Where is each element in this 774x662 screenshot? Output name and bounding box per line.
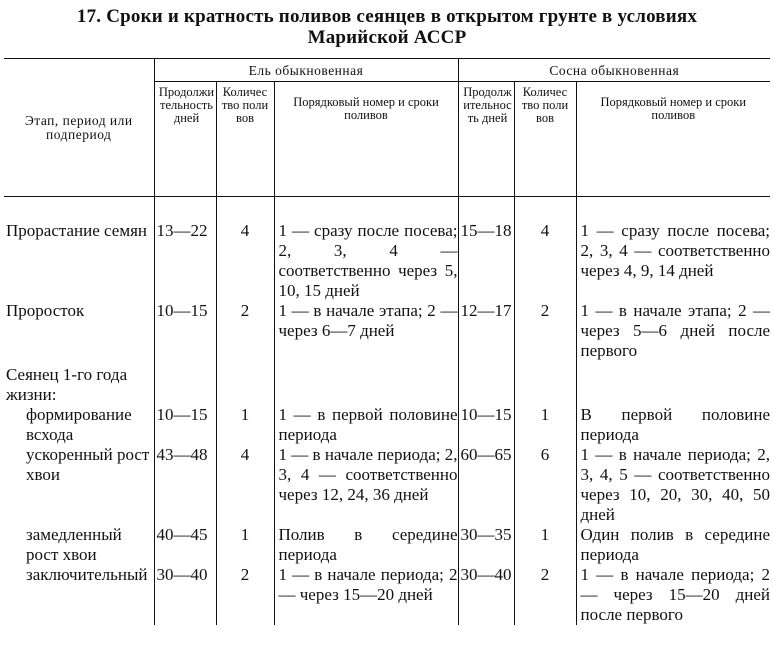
header-pine-duration: Продолжительность дней <box>458 82 514 197</box>
stage-cell: ускоренный рост хвои <box>26 445 150 484</box>
pine-count: 1 <box>514 525 576 565</box>
spruce-schedule: 1 — в первой половине периода <box>274 405 458 445</box>
table-row <box>4 405 770 445</box>
table-title: 17. Сроки и кратность поливов сеянцев в открытом грунте в условиях Марийской АССР <box>76 6 698 48</box>
pine-schedule: Один полив в середине периода <box>576 525 770 565</box>
table-row <box>4 525 770 565</box>
header-spruce: Ель обыкновенная <box>154 59 458 82</box>
stage-cell: замедленный рост хвои <box>26 525 122 564</box>
pine-schedule: 1 — сразу после посева; 2, 3, 4 — соответственно через 4, 9, 14 дней <box>576 221 770 301</box>
table-row <box>4 361 770 405</box>
spruce-count: 1 <box>216 405 274 445</box>
pine-schedule: 1 — в начале периода; 2, 3, 4, 5 — соответственно через 10, 20, 30, 40, 50 дней <box>576 445 770 525</box>
pine-count: 4 <box>514 221 576 301</box>
pine-count: 2 <box>514 565 576 625</box>
spruce-schedule: 1 — в начале этапа; 2 — через 6—7 дней <box>274 301 458 361</box>
spruce-count: 1 <box>216 525 274 565</box>
header-pine-count: Количество поливов <box>514 82 576 197</box>
pine-count: 2 <box>514 301 576 361</box>
spruce-duration: 30—40 <box>154 565 216 625</box>
pine-duration: 15—18 <box>458 221 514 301</box>
pine-duration: 30—35 <box>458 525 514 565</box>
spruce-schedule: Полив в середине периода <box>274 525 458 565</box>
spruce-duration: 10—15 <box>154 301 216 361</box>
pine-duration: 12—17 <box>458 301 514 361</box>
header-spruce-duration: Продолжительность дней <box>154 82 216 197</box>
pine-schedule: В первой половине периода <box>576 405 770 445</box>
table-row <box>4 565 770 625</box>
pine-duration: 60—65 <box>458 445 514 525</box>
header-stage: Этап, период или подпериод <box>4 59 154 197</box>
table-row <box>4 445 770 525</box>
stage-cell: заключительный <box>26 565 148 584</box>
spruce-count: 4 <box>216 445 274 525</box>
pine-count: 1 <box>514 405 576 445</box>
irrigation-table <box>4 58 770 625</box>
header-spruce-schedule: Порядковый номер и сроки поливов <box>274 82 458 197</box>
table-row <box>4 221 770 301</box>
stage-cell: Прорастание семян <box>6 221 148 240</box>
spruce-schedule: 1 — в начале периода; 2 — через 15—20 дней <box>274 565 458 625</box>
spruce-duration: 10—15 <box>154 405 216 445</box>
spruce-count: 4 <box>216 221 274 301</box>
header-pine: Сосна обыкновенная <box>458 59 770 82</box>
spruce-duration: 13—22 <box>154 221 216 301</box>
table-row <box>4 301 770 361</box>
spruce-duration: 43—48 <box>154 445 216 525</box>
stage-cell: Проросток <box>6 301 85 320</box>
pine-duration: 30—40 <box>458 565 514 625</box>
pine-schedule: 1 — в начале периода; 2 — через 15—20 дней после первого <box>576 565 770 625</box>
header-spruce-count: Количество поливов <box>216 82 274 197</box>
spruce-count: 2 <box>216 301 274 361</box>
spruce-count: 2 <box>216 565 274 625</box>
header-pine-schedule: Порядковый номер и сроки поливов <box>576 82 770 197</box>
pine-schedule: 1 — в начале этапа; 2 — через 5—6 дней после первого <box>576 301 770 361</box>
stage-group-cell: Сеянец 1-го года жизни: <box>6 365 128 404</box>
spruce-schedule: 1 — сразу после посева; 2, 3, 4 — соответственно через 5, 10, 15 дней <box>274 221 458 301</box>
pine-count: 6 <box>514 445 576 525</box>
pine-duration: 10—15 <box>458 405 514 445</box>
spruce-schedule: 1 — в начале периода; 2, 3, 4 — соответственно через 12, 24, 36 дней <box>274 445 458 525</box>
spruce-duration: 40—45 <box>154 525 216 565</box>
stage-cell: формирование всхода <box>26 405 132 444</box>
